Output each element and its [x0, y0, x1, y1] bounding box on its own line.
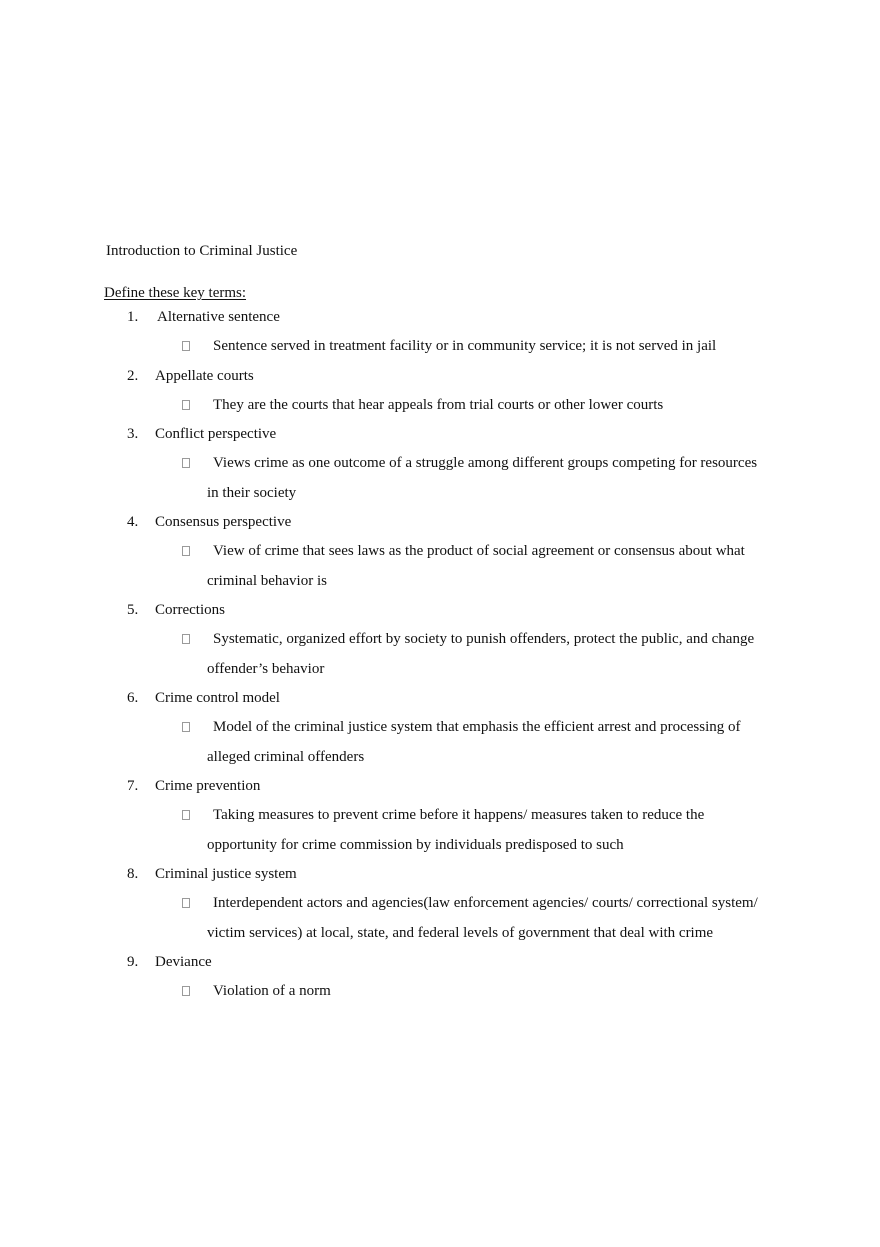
term-number: 4.	[127, 514, 139, 530]
bullet-box-icon	[182, 634, 190, 644]
bullet-box-icon	[182, 458, 190, 468]
term-number: 2.	[127, 367, 139, 384]
bullet-box-icon	[182, 546, 190, 556]
term-number: 5.	[127, 602, 139, 618]
section-heading: Define these key terms:	[104, 285, 247, 301]
term-row	[0, 303, 880, 332]
term-item	[0, 860, 880, 948]
term-item	[0, 303, 880, 362]
term-label: Consensus perspective	[155, 514, 292, 530]
term-item	[0, 508, 880, 596]
definition-text: Interdependent actors and agencies(law enforcement agencies/ courts/ correctional system/ victim services) at local, state, and federal levels of government that deal with crime	[207, 895, 758, 941]
definition-row	[0, 801, 880, 860]
definition-row	[0, 625, 880, 684]
term-label: Criminal justice system	[155, 866, 297, 882]
term-row	[0, 596, 880, 625]
term-label: Crime prevention	[155, 778, 261, 794]
term-row	[0, 860, 880, 889]
term-label: Alternative sentence	[157, 309, 280, 325]
definition-text: They are the courts that hear appeals from trial courts or other lower courts	[213, 396, 664, 413]
definition-text: Violation of a norm	[213, 983, 331, 999]
term-item	[0, 362, 880, 421]
term-item	[0, 596, 880, 684]
term-number: 1.	[127, 309, 139, 325]
term-label: Crime control model	[155, 690, 280, 706]
definition-row	[0, 332, 880, 362]
definition-text: Systematic, organized effort by society to punish offenders, protect the public, and change offender’s behavior	[207, 631, 755, 677]
definition-row	[0, 889, 880, 948]
term-item	[0, 420, 880, 508]
term-number: 8.	[127, 866, 139, 882]
term-number: 7.	[127, 778, 139, 794]
definition-text: Taking measures to prevent crime before it happens/ measures taken to reduce the opportunity for crime commission by individuals predisposed to such	[207, 807, 705, 853]
term-label: Corrections	[155, 602, 225, 618]
definition-text: View of crime that sees laws as the product of social agreement or consensus about what criminal behavior is	[207, 543, 745, 589]
term-number: 6.	[127, 690, 139, 706]
definition-row	[0, 391, 880, 421]
bullet-box-icon	[182, 400, 190, 410]
term-row	[0, 508, 880, 537]
bullet-box-icon	[182, 341, 190, 351]
term-row	[0, 420, 880, 449]
bullet-box-icon	[182, 722, 190, 732]
key-terms-list	[0, 303, 880, 1007]
definition-row	[0, 449, 880, 508]
bullet-box-icon	[182, 898, 190, 908]
term-row	[0, 948, 880, 977]
term-row	[0, 772, 880, 801]
term-label: Deviance	[155, 954, 212, 970]
term-label: Conflict perspective	[155, 426, 277, 442]
term-number: 9.	[127, 954, 139, 970]
term-row	[0, 362, 880, 391]
term-item	[0, 684, 880, 772]
definition-row	[0, 713, 880, 772]
definition-text: Model of the criminal justice system that emphasis the efficient arrest and processing of alleged criminal offenders	[207, 719, 741, 765]
document-title: Introduction to Criminal Justice	[106, 243, 298, 259]
term-label: Appellate courts	[155, 367, 254, 384]
term-row	[0, 684, 880, 713]
bullet-box-icon	[182, 810, 190, 820]
definition-text: Views crime as one outcome of a struggle among different groups competing for resources in their society	[207, 455, 758, 501]
term-number: 3.	[127, 426, 139, 442]
bullet-box-icon	[182, 986, 190, 996]
term-item	[0, 948, 880, 1007]
term-item	[0, 772, 880, 860]
definition-row	[0, 537, 880, 596]
definition-text: Sentence served in treatment facility or in community service; it is not served in jail	[213, 338, 717, 354]
definition-row	[0, 977, 880, 1007]
